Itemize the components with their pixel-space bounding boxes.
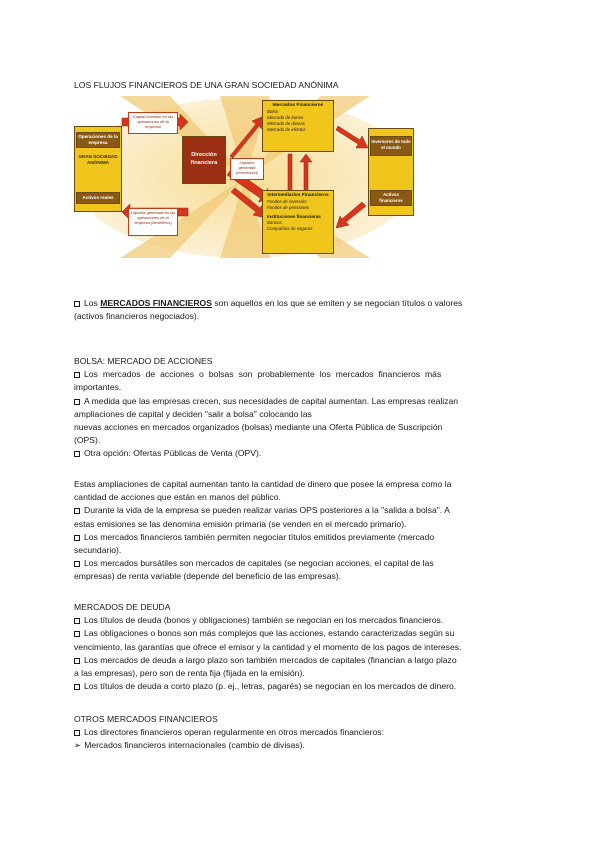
bolsa-section xyxy=(74,355,528,461)
inter-title: Intermediarios Financieros xyxy=(267,193,329,198)
deuda-line: a las empresas), pero son de renta fija (fijada en la emisión). xyxy=(74,668,305,679)
checkbox-bullet-icon xyxy=(74,535,80,541)
deuda-section xyxy=(74,601,528,693)
otros-heading: OTROS MERCADOS FINANCIEROS xyxy=(74,714,218,724)
arrow-bullet-icon: ➢ xyxy=(74,740,82,751)
amp-line: Estas ampliaciones de capital aumentan tanto la cantidad de dinero que posee la empresa como la xyxy=(74,479,452,489)
inst-item: Compañías de seguros xyxy=(267,226,313,231)
mercados-item: Mercado de bonos xyxy=(267,115,304,120)
activos-financieros-box: Activos financieros xyxy=(370,190,412,206)
amp-line: empresas) de renta variable (depende del beneficio de las empresas). xyxy=(74,571,342,582)
deuda-line: vencimiento, las garantías que ofrece el emisor y la cantidad y el momento de los pagos de intereses. xyxy=(74,641,462,652)
deuda-line: Los mercados de deuda a largo plazo son también mercados de capitales (financian a largo plazo xyxy=(84,654,457,665)
flow-diagram xyxy=(70,96,416,258)
intro-rest: son aquellos en los que se emiten y se negocian títulos o valores xyxy=(211,298,463,308)
amp-line: secundario). xyxy=(74,545,122,556)
ampliaciones-section xyxy=(74,478,528,584)
checkbox-bullet-icon xyxy=(74,631,80,637)
bolsa-line: importantes. xyxy=(74,382,122,393)
gran-sociedad-label: GRAN SOCIEDAD ANÓNIMA xyxy=(78,154,118,165)
otros-line: Los directores financieros operan regularmente en otros mercados financieros: xyxy=(84,727,384,738)
checkbox-bullet-icon xyxy=(74,561,80,567)
intro-paragraph xyxy=(74,297,528,323)
amp-line: Los mercados financieros también permiten negociar títulos emitidos previamente (mercado xyxy=(84,531,435,542)
checkbox-bullet-icon xyxy=(74,399,80,405)
intro-prefix: Los xyxy=(84,298,101,308)
deuda-line: Las obligaciones o bonos son más complejos que las acciones, estando caracterizadas según su xyxy=(84,628,455,639)
intro-line2: (activos financieros negociados). xyxy=(74,311,200,322)
amp-line: cantidad de acciones que están en manos del público. xyxy=(74,492,281,503)
bolsa-line: Otra opción: Ofertas Públicas de Venta (OPV). xyxy=(84,448,262,459)
mercados-financieros-box xyxy=(262,100,334,152)
checkbox-bullet-icon xyxy=(74,301,80,307)
inst-title: Instituciones financieras xyxy=(267,214,321,219)
mercados-title: Mercados Financieros xyxy=(272,103,324,108)
direccion-financiera-box: Dirección financiera xyxy=(182,136,226,184)
checkbox-bullet-icon xyxy=(74,372,80,378)
mercados-item: Mercado de divisas xyxy=(267,121,305,126)
inter-item: Fondos de inversión xyxy=(267,199,307,204)
bolsa-line: nuevas acciones en mercados organizados (bolsas) mediante una Oferta Pública de Suscripción xyxy=(74,422,443,433)
checkbox-bullet-icon xyxy=(74,658,80,664)
inter-item: Fondos de pensiones xyxy=(267,205,309,210)
otros-section xyxy=(74,713,528,753)
mercados-item: Mercado de efectos xyxy=(267,127,306,132)
bolsa-line: (OPS). xyxy=(74,435,101,446)
checkbox-bullet-icon xyxy=(74,451,80,457)
capital-invertido-label: Capital invertido en las operaciones de la empresa xyxy=(128,112,178,134)
intermediarios-box xyxy=(262,190,334,254)
deuda-heading: MERCADOS DE DEUDA xyxy=(74,602,171,612)
bolsa-line: ampliaciones de capital y deciden "salir a bolsa" colocando las xyxy=(74,408,312,419)
inst-item: Bancos xyxy=(267,220,282,225)
checkbox-bullet-icon xyxy=(74,730,80,736)
activos-reales-box: Activos reales xyxy=(76,192,120,204)
amp-line: estas emisiones se las denomina emisión primaria (se venden en el mercado primario). xyxy=(74,518,407,529)
operaciones-box: Operaciones de la empresa xyxy=(76,132,120,148)
checkbox-bullet-icon xyxy=(74,618,80,624)
deuda-line: Los títulos de deuda (bonos y obligaciones) también se negocian en los mercados financieros. xyxy=(84,615,444,626)
inversores-box: Inversores de todo el mundo xyxy=(370,136,412,156)
otros-line: Mercados financieros internacionales (cambio de divisas). xyxy=(84,740,305,751)
amp-line: Durante la vida de la empresa se pueden realizar varias OPS posteriores a la "salida a bolsa". A xyxy=(84,505,450,516)
bolsa-line: A medida que las empresas crecen, sus necesidades de capital aumentan. Las empresas realizan xyxy=(84,395,459,406)
liquidez-operaciones-label: Liquidez generada en las operaciones de la empresa (beneficios) xyxy=(128,208,178,236)
page-title: LOS FLUJOS FINANCIEROS DE UNA GRAN SOCIEDAD ANÓNIMA xyxy=(74,80,339,90)
mercados-item: Bolsa xyxy=(267,109,278,114)
checkbox-bullet-icon xyxy=(74,508,80,514)
deuda-line: Los títulos de deuda a corto plazo (p. ej., letras, pagarés) se negocian en los mercados de dinero. xyxy=(84,681,457,692)
checkbox-bullet-icon xyxy=(74,684,80,690)
intro-highlight: MERCADOS FINANCIEROS xyxy=(100,298,212,308)
bolsa-line: Los mercados de acciones o bolsas son probablemente los mercados financieros más xyxy=(84,369,442,380)
liquidez-reinversion-label: Liquidez generada (reinversión) xyxy=(230,158,264,180)
bolsa-heading: BOLSA: MERCADO DE ACCIONES xyxy=(74,356,213,366)
amp-line: Los mercados bursátiles son mercados de capitales (se negocian acciones, el capital de las xyxy=(84,558,434,569)
